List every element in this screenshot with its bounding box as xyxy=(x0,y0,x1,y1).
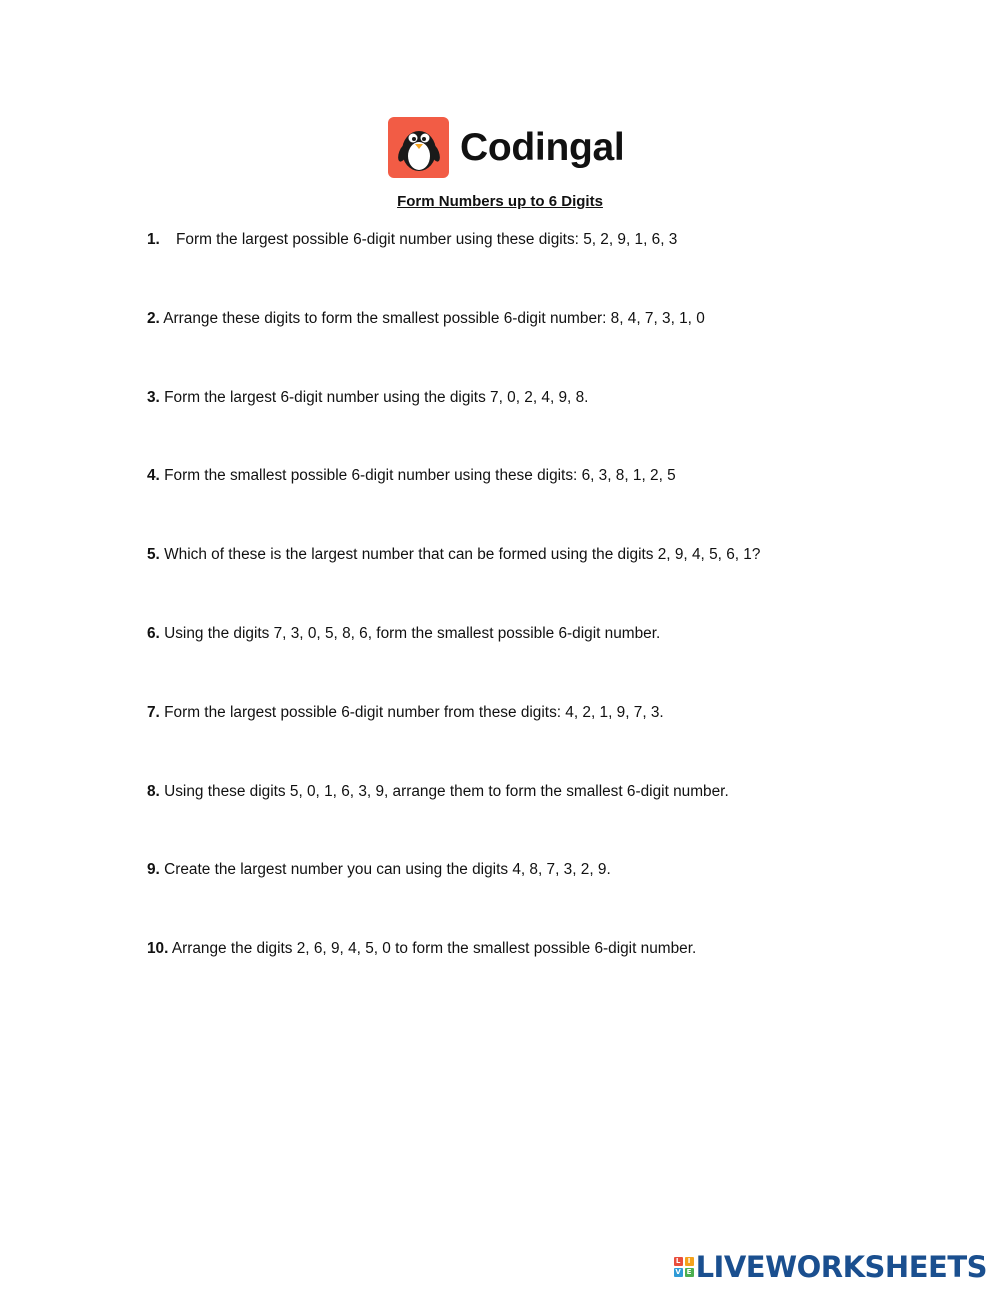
question-text: Form the largest possible 6-digit number using these digits: 5, 2, 9, 1, 6, 3 xyxy=(176,231,678,248)
question-number: 3. xyxy=(147,388,160,406)
live-badge-letter: V xyxy=(675,1268,681,1276)
question-number: 1. xyxy=(147,231,160,248)
question-number: 5. xyxy=(147,546,160,564)
live-badge-letter: I xyxy=(685,1257,694,1266)
question-text: Form the largest possible 6-digit number from these digits: 4, 2, 1, 9, 7, 3. xyxy=(164,703,664,721)
question-number: 7. xyxy=(147,703,160,721)
question-number: 10. xyxy=(147,940,169,958)
question-item xyxy=(147,230,947,309)
question-item xyxy=(147,388,947,467)
logo-badge xyxy=(388,117,449,178)
question-item xyxy=(147,860,947,939)
question-item xyxy=(147,309,947,388)
question-text: Using these digits 5, 0, 1, 6, 3, 9, arrange them to form the smallest 6-digit number. xyxy=(164,782,729,800)
question-list xyxy=(147,230,947,1018)
question-item xyxy=(147,624,947,703)
question-text: Create the largest number you can using the digits 4, 8, 7, 3, 2, 9. xyxy=(164,861,611,879)
question-number: 8. xyxy=(147,782,160,800)
liveworksheets-text: LIVEWORKSHEETS xyxy=(695,1250,987,1284)
question-text: Form the largest 6-digit number using the digits 7, 0, 2, 4, 9, 8. xyxy=(164,388,589,406)
live-badge-icon xyxy=(674,1257,694,1277)
live-badge-letter: L xyxy=(674,1257,683,1266)
question-text: Arrange the digits 2, 6, 9, 4, 5, 0 to form the smallest possible 6-digit number. xyxy=(171,940,697,958)
question-item xyxy=(147,782,947,861)
question-number: 6. xyxy=(147,624,160,642)
question-item xyxy=(147,703,947,782)
liveworksheets-logo xyxy=(674,1250,987,1284)
question-text: Which of these is the largest number that can be formed using the digits 2, 9, 4, 5, 6, 1? xyxy=(164,546,761,564)
question-item xyxy=(147,545,947,624)
question-number: 2. xyxy=(147,309,160,327)
worksheet-title: Form Numbers up to 6 Digits xyxy=(397,193,603,210)
penguin-icon xyxy=(397,123,441,173)
question-number: 4. xyxy=(147,467,160,485)
question-item xyxy=(147,466,947,545)
codingal-logo xyxy=(388,117,624,178)
live-badge-letter: E xyxy=(685,1268,694,1277)
logo-text: Codingal xyxy=(460,125,625,169)
question-item xyxy=(147,939,947,1018)
question-text: Arrange these digits to form the smallest possible 6-digit number: 8, 4, 7, 3, 1, 0 xyxy=(163,309,705,327)
question-text: Using the digits 7, 3, 0, 5, 8, 6, form the smallest possible 6-digit number. xyxy=(164,624,661,642)
question-number: 9. xyxy=(147,861,160,879)
question-text: Form the smallest possible 6-digit number using these digits: 6, 3, 8, 1, 2, 5 xyxy=(164,467,676,485)
